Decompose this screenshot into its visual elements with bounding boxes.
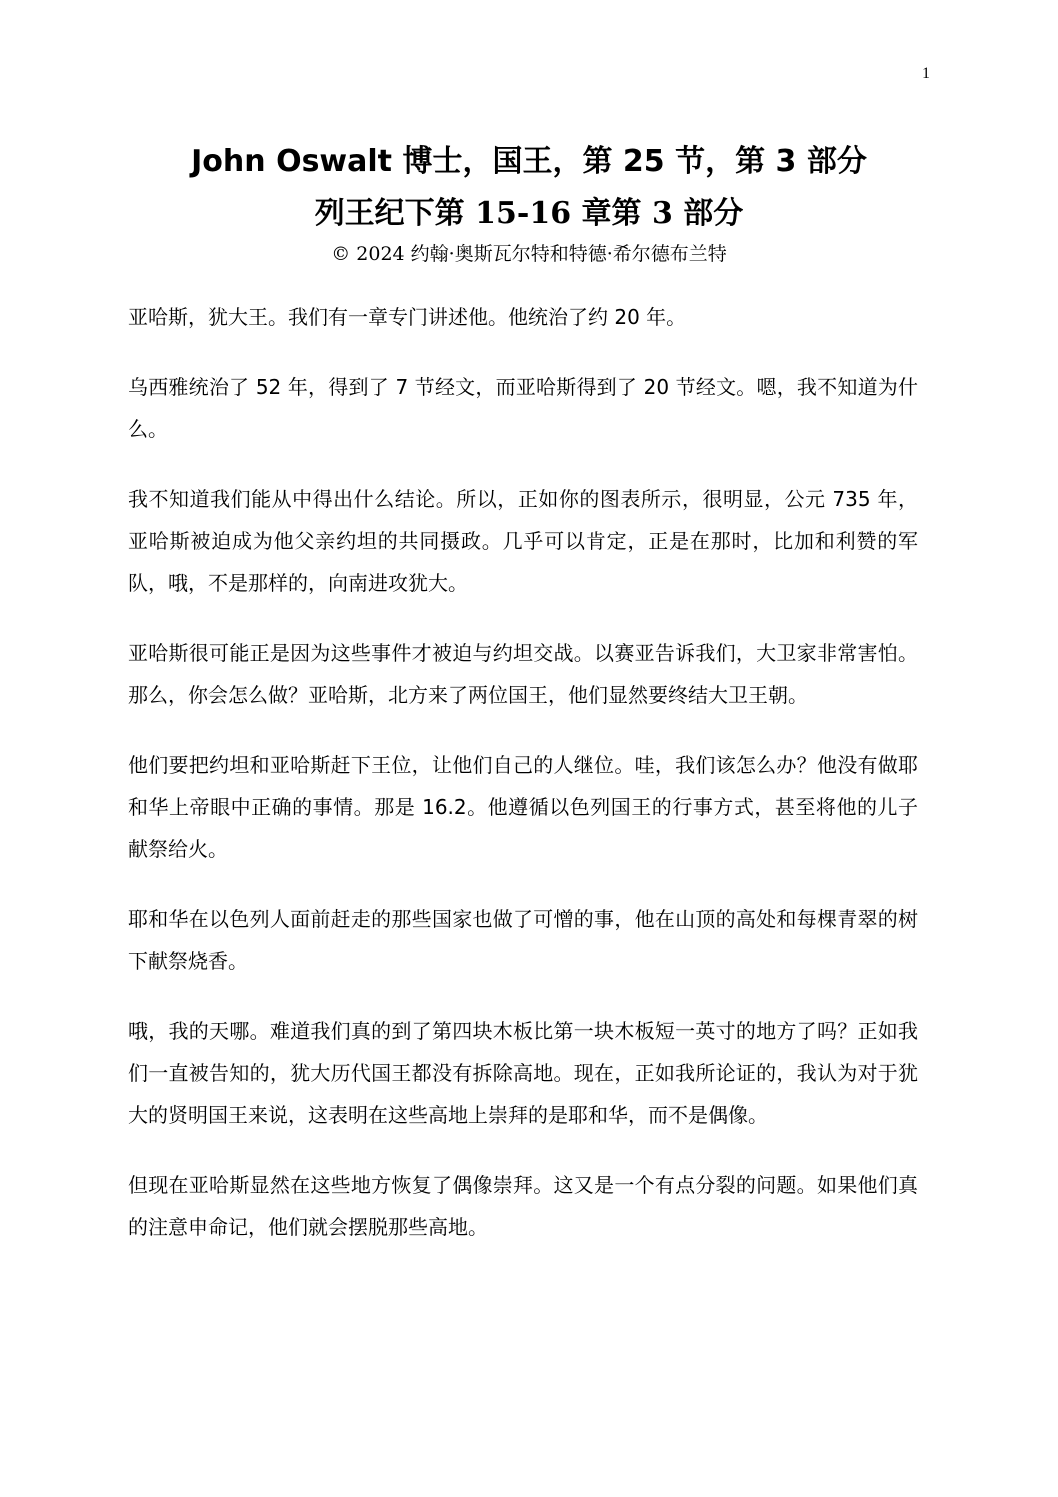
paragraph: 亚哈斯很可能正是因为这些事件才被迫与约坦交战。以赛亚告诉我们，大卫家非常害怕。那么，你会怎么做？亚哈斯，北方来了两位国王，他们显然要终结大卫王朝。 xyxy=(128,641,918,707)
paragraph: 哦，我的天哪。难道我们真的到了第四块木板比第一块木板短一英寸的地方了吗？正如我们一直被告知的，犹大历代国王都没有拆除高地。现在，正如我所论证的，我认为对于犹大的贤明国王来说，这表明在这些高地上崇拜的是耶和华，而不是偶像。 xyxy=(128,1019,918,1127)
paragraph: 耶和华在以色列人面前赶走的那些国家也做了可憎的事，他在山顶的高处和每棵青翠的树下献祭烧香。 xyxy=(128,907,918,973)
body-text xyxy=(128,296,918,1276)
page-number: 1 xyxy=(922,65,930,82)
document-subtitle: 列王纪下第 15-16 章第 3 部分 xyxy=(314,196,744,231)
paragraph: 但现在亚哈斯显然在这些地方恢复了偶像崇拜。这又是一个有点分裂的问题。如果他们真的注意申命记，他们就会摆脱那些高地。 xyxy=(128,1173,918,1239)
paragraph: 他们要把约坦和亚哈斯赶下王位，让他们自己的人继位。哇，我们该怎么办？他没有做耶和华上帝眼中正确的事情。那是 16.2。他遵循以色列国王的行事方式，甚至将他的儿子献祭给火。 xyxy=(128,753,918,861)
paragraph: 乌西雅统治了 52 年，得到了 7 节经文，而亚哈斯得到了 20 节经文。嗯，我不知道为什么。 xyxy=(128,375,918,441)
paragraph: 我不知道我们能从中得出什么结论。所以，正如你的图表所示，很明显，公元 735 年，亚哈斯被迫成为他父亲约坦的共同摄政。几乎可以肯定，正是在那时，比加和利赞的军队，哦，不是那样的，向南进攻犹大。 xyxy=(128,487,918,595)
copyright-line: © 2024 约翰·奥斯瓦尔特和特德·希尔德布兰特 xyxy=(331,243,727,265)
paragraph: 亚哈斯，犹大王。我们有一章专门讲述他。他统治了约 20 年。 xyxy=(128,305,687,329)
document-title: John Oswalt 博士，国王，第 25 节，第 3 部分 xyxy=(191,144,867,179)
